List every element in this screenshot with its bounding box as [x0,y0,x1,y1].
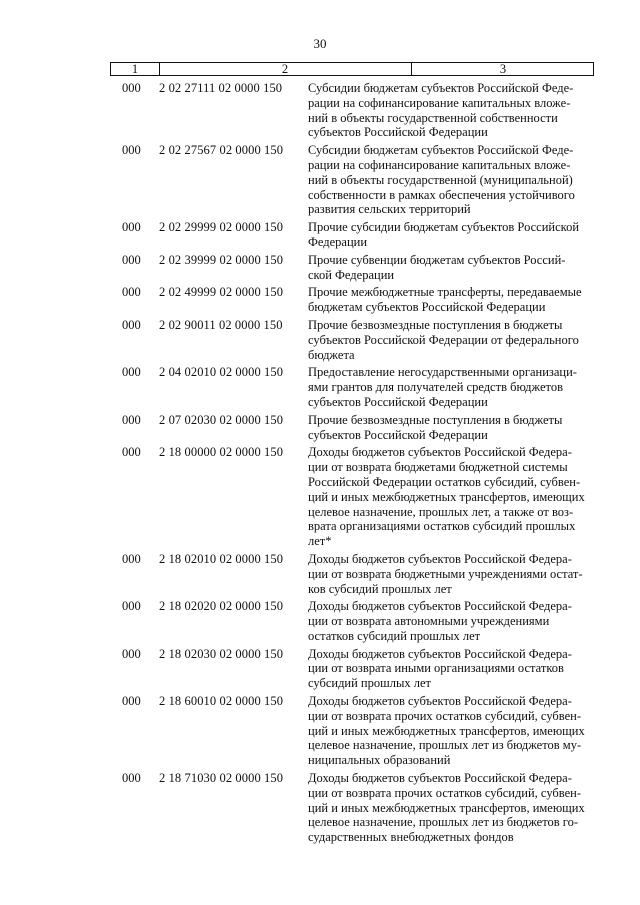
table-row [0,81,640,143]
table-row [0,413,640,446]
header-cell-3: 3 [499,62,507,76]
budget-classification-code: 2 07 02030 02 0000 150 [159,412,284,427]
income-description: Субсидии бюджетам субъектов Российской Феде- рации на софинансирование капитальных вложе- ний в объекты государственной собственности субъектов Российской Федерации [308,81,574,140]
table-row [0,318,640,365]
income-description: Доходы бюджетов субъектов Российской Федера- ции от возврата бюджетными учреждениями остат- ков субсидий прошлых лет [308,551,583,596]
table-row [0,285,640,318]
table-row [0,445,640,552]
table-row [0,771,640,848]
admin-code: 000 [122,646,141,661]
budget-classification-code: 2 02 29999 02 0000 150 [159,220,284,235]
admin-code: 000 [122,81,141,95]
table-header-row [110,62,594,76]
table-row [0,365,640,412]
income-description: Доходы бюджетов субъектов Российской Федера- ции от возврата автономными учреждениями остатков субсидий прошлых лет [308,599,572,643]
table-row [0,143,640,220]
table-row [0,647,640,694]
income-description: Предоставление негосударственными организаци- ями грантов для получателей средств бюджетов субъектов Российской Федерации [308,365,577,409]
income-description: Доходы бюджетов субъектов Российской Федера- ции от возврата бюджетами бюджетной системы Российской Федерации остатков субсидий, субвен- ций и иных межбюджетных трансфертов, имеющих целевое назначение, прошлых лет, а также от воз- врата организациями остатков субсидий прошлых лет* [308,445,585,549]
income-description: Прочие безвозмездные поступления в бюджеты субъектов Российской Федерации от федерального бюджета [308,317,579,362]
income-description: Прочие субвенции бюджетам субъектов Россий- ской Федерации [308,252,566,282]
budget-classification-code: 2 02 49999 02 0000 150 [159,285,284,300]
table-row [0,220,640,253]
budget-classification-code: 2 04 02010 02 0000 150 [159,365,284,380]
budget-classification-code: 2 02 27111 02 0000 150 [159,81,283,95]
admin-code: 000 [122,771,141,786]
admin-code: 000 [122,252,141,267]
budget-classification-code: 2 02 39999 02 0000 150 [159,252,284,267]
admin-code: 000 [122,599,141,614]
income-description: Субсидии бюджетам субъектов Российской Феде- рации на софинансирование капитальных вложе- ний в объекты государственной (муниципальной) собственности в рамках обеспечения устойчивого развития сельских территорий [308,143,575,217]
admin-code: 000 [122,412,141,427]
table-row [0,253,640,286]
income-description: Доходы бюджетов субъектов Российской Федера- ции от возврата прочих остатков субсидий, субвен- ций и иных межбюджетных трансфертов, имеющих целевое назначение, прошлых лет из бюджетов го- сударственных внебюджетных фондов [308,771,585,845]
budget-classification-code: 2 18 71030 02 0000 150 [159,771,284,786]
budget-classification-code: 2 18 02030 02 0000 150 [159,646,284,661]
income-description: Прочие безвозмездные поступления в бюджеты субъектов Российской Федерации [308,412,563,442]
budget-classification-code: 2 18 00000 02 0000 150 [159,445,284,460]
admin-code: 000 [122,445,141,460]
page-number: 30 [313,36,327,51]
admin-code: 000 [122,285,141,300]
table-row [0,552,640,599]
income-description: Прочие межбюджетные трансферты, передаваемые бюджетам субъектов Российской Федерации [308,285,582,315]
admin-code: 000 [122,143,141,158]
table-row [0,599,640,646]
income-description: Прочие субсидии бюджетам субъектов Российской Федерации [308,220,580,249]
table-body [0,81,640,848]
budget-classification-code: 2 18 60010 02 0000 150 [159,694,284,709]
budget-classification-code: 2 02 27567 02 0000 150 [159,143,284,158]
budget-classification-code: 2 18 02010 02 0000 150 [159,551,284,566]
admin-code: 000 [122,317,141,332]
income-description: Доходы бюджетов субъектов Российской Федера- ции от возврата прочих остатков субсидий, субвен- ций и иных межбюджетных трансфертов, имеющих целевое назначение, прошлых лет из бюджетов му- ниципальных образований [308,694,585,768]
admin-code: 000 [122,365,141,380]
header-cell-2: 2 [159,63,412,75]
admin-code: 000 [122,551,141,566]
income-description: Доходы бюджетов субъектов Российской Федера- ции от возврата иными организациями остатков субсидий прошлых лет [308,646,572,691]
admin-code: 000 [122,694,141,709]
budget-classification-code: 2 18 02020 02 0000 150 [159,599,284,614]
budget-classification-code: 2 02 90011 02 0000 150 [159,317,283,332]
table-row [0,694,640,771]
admin-code: 000 [122,220,141,235]
header-cell-1: 1 [111,63,160,75]
